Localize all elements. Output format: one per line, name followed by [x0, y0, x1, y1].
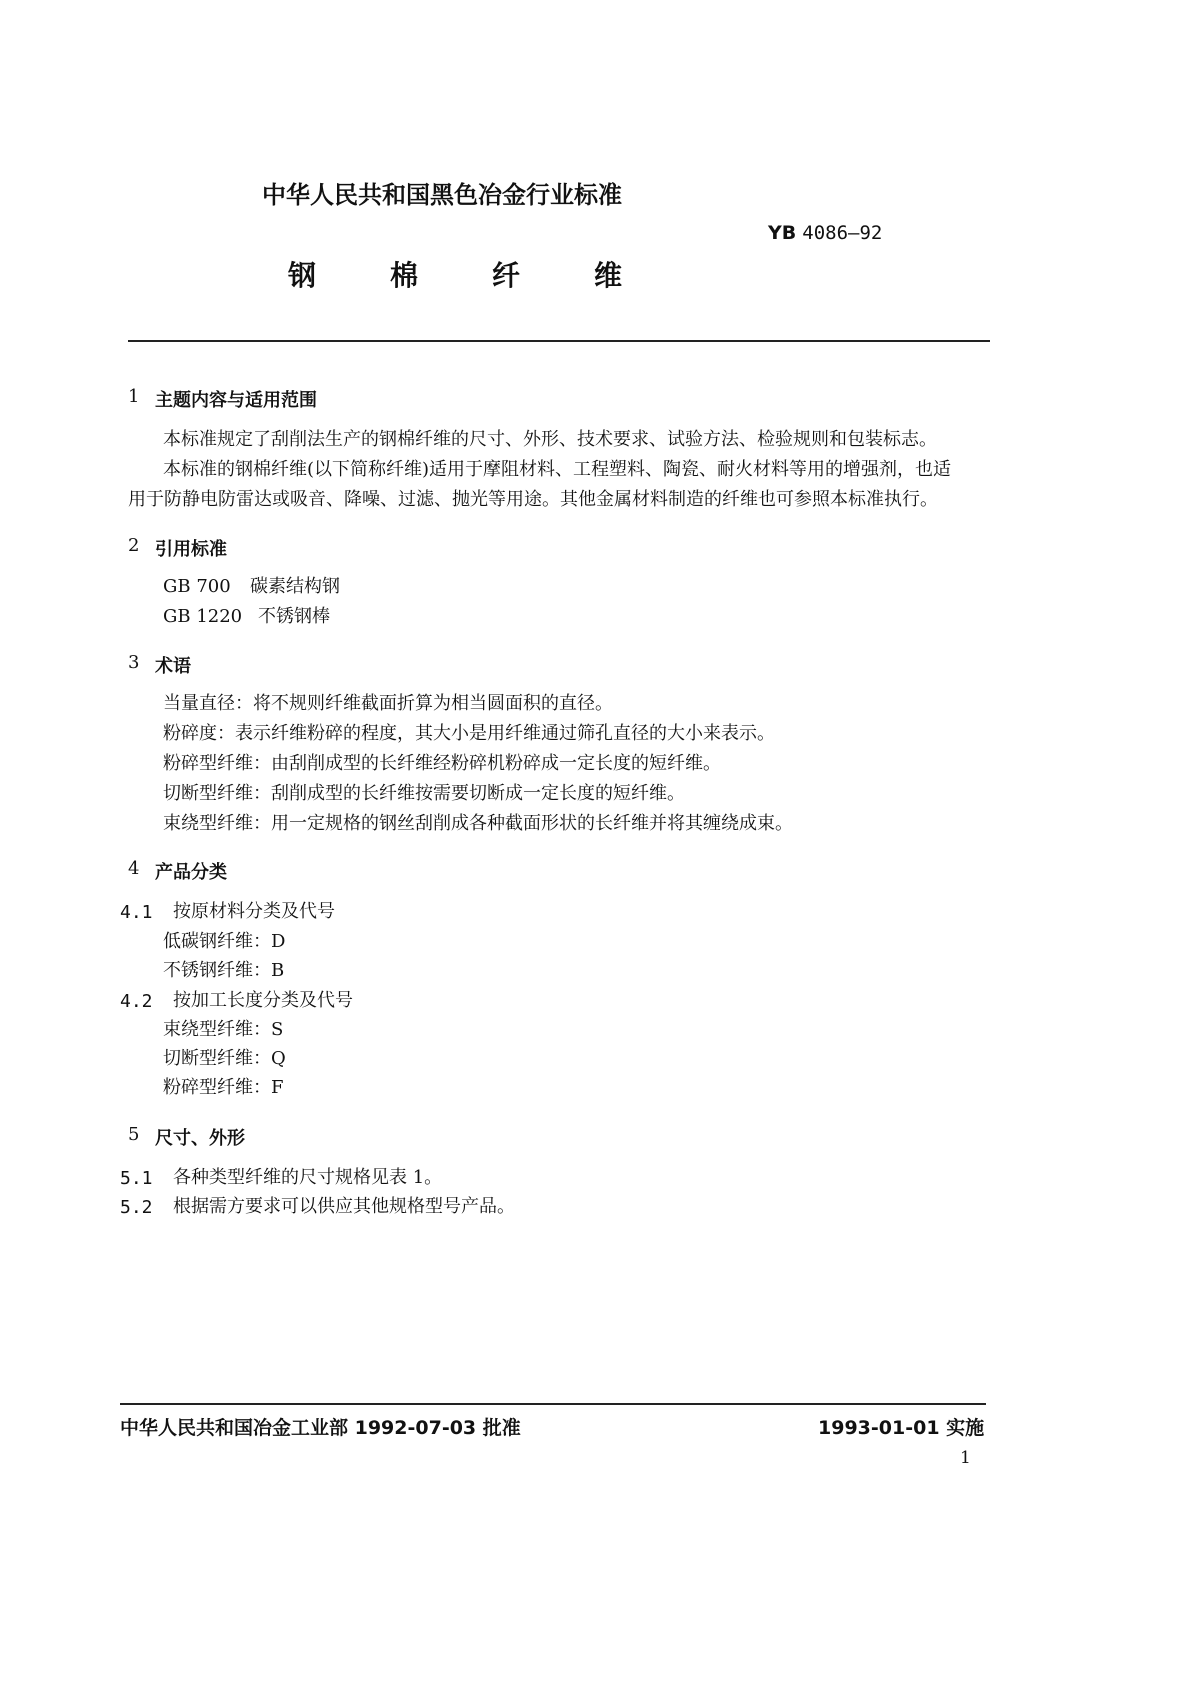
title-char: 棉 — [390, 259, 419, 292]
reference-name: 碳素结构钢 — [250, 576, 340, 597]
paragraph: 用于防静电防雷达或吸音、降噪、过滤、抛光等用途。其他金属材料制造的纤维也可参照本标准执行。 — [128, 489, 938, 510]
term-definition: 当量直径：将不规则纤维截面折算为相当圆面积的直径。 — [163, 693, 613, 714]
subsection-text: 根据需方要求可以供应其他规格型号产品。 — [173, 1196, 515, 1217]
section-title: 主题内容与适用范围 — [155, 390, 317, 411]
classification-item: 切断型纤维：Q — [163, 1048, 286, 1069]
classification-item: 束绕型纤维：S — [163, 1019, 284, 1040]
classification-item: 不锈钢纤维：B — [163, 960, 285, 981]
reference-code: GB 1220 — [163, 606, 243, 627]
standard-code — [768, 222, 882, 244]
section-number: 4 — [128, 858, 140, 879]
issuing-authority: 中华人民共和国黑色冶金行业标准 — [262, 181, 622, 209]
paragraph: 本标准的钢棉纤维(以下简称纤维)适用于摩阻材料、工程塑料、陶瓷、耐火材料等用的增强剂，也适 — [163, 459, 952, 480]
subsection-title: 按原材料分类及代号 — [173, 901, 335, 922]
section-number: 2 — [128, 535, 140, 556]
reference-code: GB 700 — [163, 576, 231, 597]
standard-code-number: 4086—92 — [802, 222, 883, 244]
section-number: 1 — [128, 386, 140, 407]
subsection-number: 4.1 — [120, 902, 153, 923]
title-char: 维 — [594, 259, 623, 292]
subsection-text: 各种类型纤维的尺寸规格见表 1。 — [173, 1167, 443, 1188]
classification-item: 粉碎型纤维：F — [163, 1077, 284, 1098]
section-number: 5 — [128, 1124, 140, 1145]
section-title: 术语 — [155, 656, 191, 677]
term-definition: 粉碎度：表示纤维粉碎的程度，其大小是用纤维通过筛孔直径的大小来表示。 — [163, 723, 775, 744]
footer-divider — [120, 1403, 986, 1405]
standard-code-prefix: YB — [768, 222, 797, 244]
section-number: 3 — [128, 652, 140, 673]
paragraph: 本标准规定了刮削法生产的钢棉纤维的尺寸、外形、技术要求、试验方法、检验规则和包装标志。 — [163, 429, 937, 450]
classification-item: 低碳钢纤维：D — [163, 931, 286, 952]
term-definition: 切断型纤维：刮削成型的长纤维按需要切断成一定长度的短纤维。 — [163, 783, 685, 804]
subsection-number: 5.2 — [120, 1197, 153, 1218]
section-title: 产品分类 — [155, 862, 227, 883]
subsection-number: 4.2 — [120, 991, 153, 1012]
title-char: 纤 — [492, 259, 521, 292]
header-divider — [128, 340, 990, 342]
approval-statement: 中华人民共和国冶金工业部 1992-07-03 批准 — [120, 1417, 521, 1439]
subsection-number: 5.1 — [120, 1168, 153, 1189]
section-title: 尺寸、外形 — [155, 1128, 245, 1149]
title-char: 钢 — [288, 259, 317, 292]
term-definition: 束绕型纤维：用一定规格的钢丝刮削成各种截面形状的长纤维并将其缠绕成束。 — [163, 813, 793, 834]
implementation-date: 1993-01-01 实施 — [818, 1417, 985, 1439]
section-title: 引用标准 — [155, 539, 227, 560]
reference-name: 不锈钢棒 — [258, 606, 330, 627]
subsection-title: 按加工长度分类及代号 — [173, 990, 353, 1011]
page-number: 1 — [960, 1448, 971, 1468]
term-definition: 粉碎型纤维：由刮削成型的长纤维经粉碎机粉碎成一定长度的短纤维。 — [163, 753, 721, 774]
